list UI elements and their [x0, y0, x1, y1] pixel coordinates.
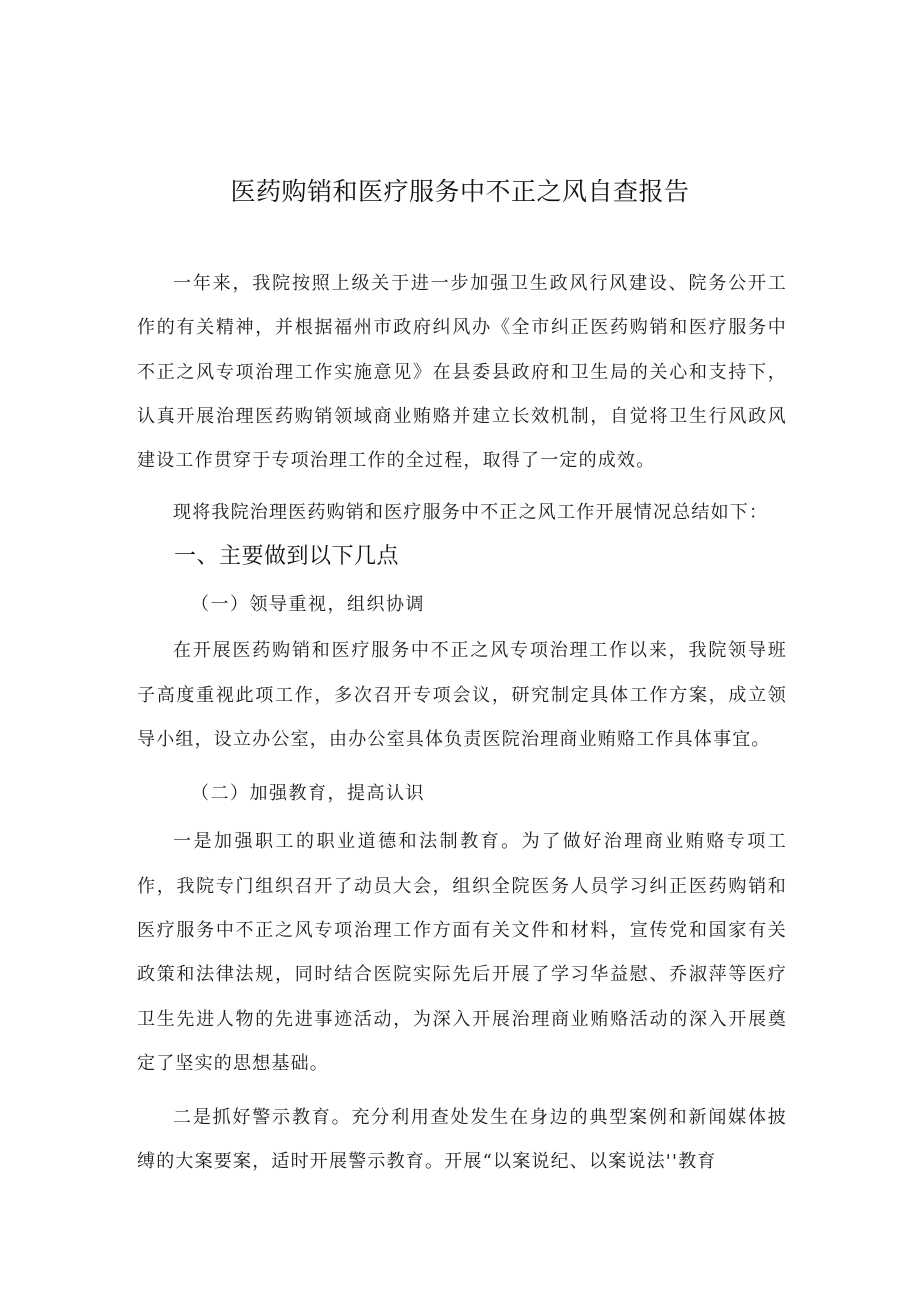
- subsection-1-heading: （一）领导重视，组织协调: [191, 594, 425, 616]
- intro-paragraph: 一年来，我院按照上级关于进一步加强卫生政风行风建设、院务公开工作的有关精神，并根据福州市政府纠风办《全市纠正医药购销和医疗服务中不正之风专项治理工作实施意见》在县委县政府和卫生局的关心和支持下，认真开展治理医药购销领域商业贿赂并建立长效机制，自觉将卫生行风政风建设工作贯穿于专项治理工作的全过程，取得了一定的成效。: [137, 273, 787, 472]
- subsection-2-heading: （二）加强教育，提高认识: [191, 783, 425, 805]
- subsection-2-paragraph-1: 一是加强职工的职业道德和法制教育。为了做好治理商业贿赂专项工作，我院专门组织召开了动员大会，组织全院医务人员学习纠正医药购销和医疗服务中不正之风专项治理工作方面有关文件和材料，宣传党和国家有关政策和法律法规，同时结合医院实际先后开展了学习华益慰、乔淑萍等医疗卫生先进人物的先进事迹活动，为深入开展治理商业贿赂活动的深入开展奠定了坚实的思想基础。: [137, 831, 787, 1074]
- section-1-heading: 一、主要做到以下几点: [174, 544, 400, 570]
- subsection-2-paragraph-2: 二是抓好警示教育。充分利用查处发生在身边的典型案例和新闻媒体披缚的大案要案，适时开展警示教育。开展“以案说纪、以案说法''教育: [137, 1107, 787, 1173]
- document-body: [137, 262, 787, 1185]
- document-title: 医药购销和医疗服务中不正之风自查报告: [230, 177, 690, 206]
- summary-paragraph: 现将我院治理医药购销和医疗服务中不正之风工作开展情况总结如下：: [173, 502, 769, 524]
- subsection-1-paragraph: 在开展医药购销和医疗服务中不正之风专项治理工作以来，我院领导班子高度重视此项工作，多次召开专项会议，研究制定具体工作方案，成立领导小组，设立办公室，由办公室具体负责医院治理商业贿赂工作具体事宜。: [137, 640, 787, 751]
